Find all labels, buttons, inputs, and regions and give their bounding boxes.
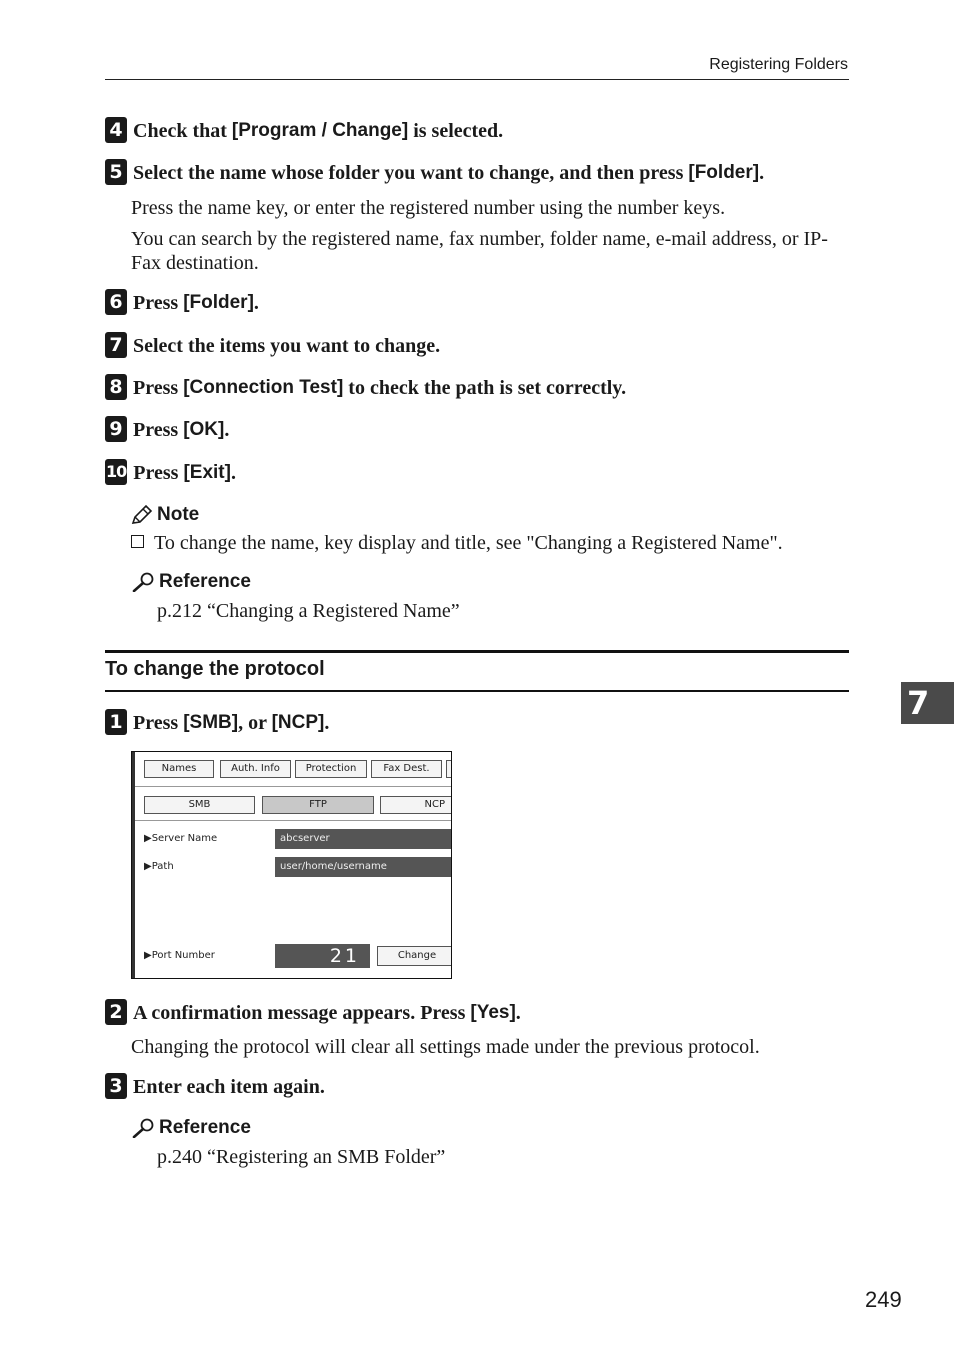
running-header: Registering Folders: [709, 56, 848, 73]
reference-heading-2: [131, 1117, 251, 1139]
path-field[interactable]: user/home/username: [275, 857, 451, 877]
server-name-label: ▶Server Name: [144, 833, 218, 844]
ncp-button[interactable]: NCP: [380, 796, 452, 814]
step-1: [105, 712, 329, 735]
smb-button[interactable]: SMB: [144, 796, 255, 814]
tab-names[interactable]: Names: [144, 760, 214, 778]
step-text-post: to check the path is set correctly.: [343, 377, 627, 399]
step-5-body-1: Press the name key, or enter the registered number using the number keys.: [131, 197, 726, 219]
tab-more[interactable]: [446, 760, 452, 778]
path-label: ▶Path: [144, 861, 174, 872]
step-text-pre: Enter each item again.: [133, 1076, 325, 1098]
chapter-tab: 7: [901, 682, 954, 724]
step-4: [105, 120, 503, 143]
change-button[interactable]: Change: [377, 946, 452, 966]
step-key: [Folder]: [688, 162, 760, 183]
protocol-divider: [135, 820, 451, 821]
step-3: [105, 1076, 325, 1099]
step-text-post: .: [230, 462, 236, 484]
port-number-field[interactable]: 21: [275, 944, 370, 968]
step-6: [105, 292, 259, 315]
step-text-post: .: [253, 292, 259, 314]
note-heading: [131, 504, 199, 526]
step-text-post: .: [515, 1002, 521, 1024]
step-text-post: .: [759, 162, 765, 184]
reference-title-2: Reference: [159, 1117, 251, 1138]
reference-link[interactable]: p.212 “Changing a Registered Name”: [157, 600, 460, 622]
step-text-pre: Press: [133, 712, 184, 734]
step-text-pre: Press: [133, 377, 184, 399]
step-key: [Program / Change]: [231, 120, 409, 141]
server-name-field[interactable]: abcserver: [275, 829, 451, 849]
step-text-post: .: [324, 712, 330, 734]
pencil-icon: [131, 505, 153, 525]
step-5-body-2: You can search by the registered name, fax number, folder name, e-mail address, or IP-Fax destination.: [131, 228, 828, 274]
tab-protection[interactable]: Protection: [295, 760, 367, 778]
step-text-pre: Check that: [133, 120, 232, 142]
step-number: 10: [105, 459, 127, 485]
magnifier-icon: [131, 1118, 155, 1138]
note-item: [131, 532, 783, 555]
tab-auth-info[interactable]: Auth. Info: [220, 760, 291, 778]
ftp-button[interactable]: FTP: [262, 796, 374, 814]
section-title: To change the protocol: [105, 658, 325, 680]
magnifier-icon: [131, 572, 155, 592]
step-number: 7: [105, 332, 127, 358]
step-number: 8: [105, 374, 127, 400]
checkbox-icon: [131, 535, 144, 548]
step-5: [105, 162, 764, 185]
step-key: [SMB]: [183, 712, 239, 733]
step-number: 6: [105, 289, 127, 315]
step-text-mid: , or: [238, 712, 272, 734]
step-text-pre: Press: [133, 462, 184, 484]
step-text-pre: Select the name whose folder you want to change, and then press: [133, 162, 689, 184]
step-text-pre: A confirmation message appears. Press: [133, 1002, 471, 1024]
page-number: 249: [865, 1287, 902, 1312]
step-number: 1: [105, 709, 127, 735]
step-2: [105, 1002, 521, 1025]
step-10: [105, 462, 236, 485]
reference-heading: [131, 571, 251, 593]
step-number: 4: [105, 117, 127, 143]
step-number: 9: [105, 416, 127, 442]
step-key: [OK]: [183, 419, 225, 440]
step-7: [105, 335, 440, 358]
note-item-text: To change the name, key display and title, see "Changing a Registered Name".: [154, 532, 783, 554]
step-2-body: Changing the protocol will clear all settings made under the previous protocol.: [131, 1036, 760, 1058]
reference-title: Reference: [159, 571, 251, 592]
step-text-pre: Press: [133, 419, 184, 441]
step-number: 3: [105, 1073, 127, 1099]
section-rule-bottom: [105, 690, 849, 692]
step-9: [105, 419, 229, 442]
step-key: [Exit]: [183, 462, 231, 483]
step-text-pre: Select the items you want to change.: [133, 335, 441, 357]
tab-fax-dest[interactable]: Fax Dest.: [371, 760, 442, 778]
step-key-2: [NCP]: [271, 712, 325, 733]
step-text-post: is selected.: [408, 120, 504, 142]
tab-divider: [135, 786, 451, 787]
reference-link-2[interactable]: p.240 “Registering an SMB Folder”: [157, 1146, 446, 1168]
section-rule-top: [105, 650, 849, 653]
step-number: 5: [105, 159, 127, 185]
step-text-post: .: [224, 419, 230, 441]
step-key: [Yes]: [470, 1002, 516, 1023]
header-rule: [105, 79, 849, 80]
step-key: [Connection Test]: [183, 377, 344, 398]
step-8: [105, 377, 626, 400]
control-panel-screen: [131, 751, 452, 979]
step-key: [Folder]: [183, 292, 254, 313]
step-text-pre: Press: [133, 292, 184, 314]
note-title: Note: [157, 504, 200, 525]
step-number: 2: [105, 999, 127, 1025]
port-number-label: ▶Port Number: [144, 950, 215, 961]
